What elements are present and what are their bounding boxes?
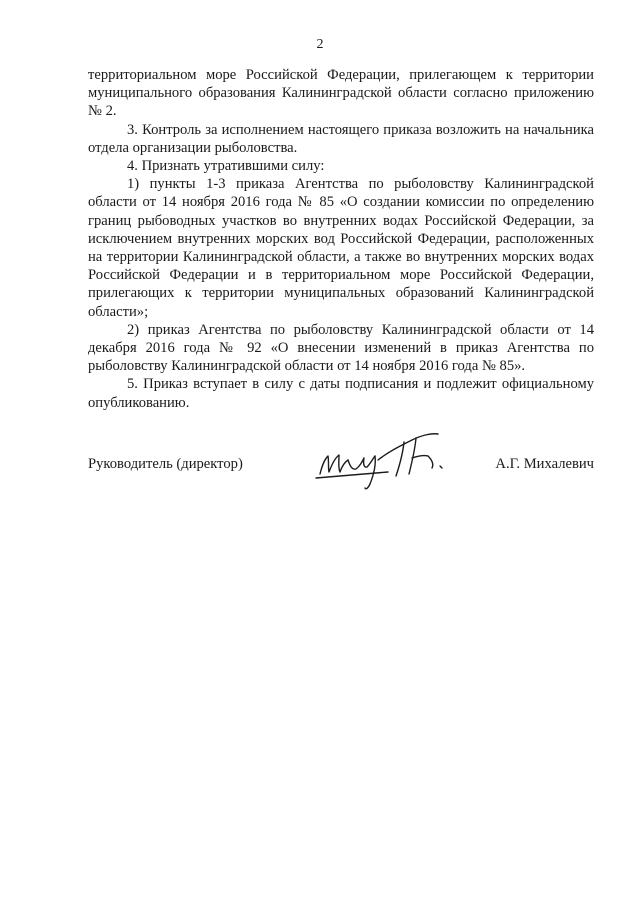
handwritten-signature [308, 422, 478, 494]
signer-name: А.Г. Михалевич [495, 456, 594, 472]
paragraph-3: 3. Контроль за исполнением настоящего приказа возложить на начальника отдела организации рыболовства. [88, 121, 594, 156]
paragraph-continuation: территориальном море Российской Федерации, прилегающем к территории муниципального образования Калининградской области согласно приложению № 2. [88, 67, 594, 120]
paragraph-4-1: 1) пункты 1-3 приказа Агентства по рыболовству Калининградской области от 14 ноября 2016 года № 85 «О создании комиссии по определению границ рыбоводных участков во внутренних водах Российской Федерации, за исключением внутренних морских вод Российской Федерации, расположенных на территории Калининградской области, а также во внутренних морских водах Российской Федерации и в территориальном море Российской Федерации, прилегающих к территории муниципальных образований Калининградской области»; [88, 176, 594, 320]
paragraph-4-2: 2) приказ Агентства по рыболовству Калининградской области от 14 декабря 2016 года № 92 «О внесении изменений в приказ Агентства по рыболовству Калининградской области от 14 ноября 2016 года № 85». [88, 321, 594, 375]
paragraph-4: 4. Признать утратившими силу: [127, 158, 325, 175]
page-number: 2 [316, 37, 324, 52]
paragraph-5: 5. Приказ вступает в силу с даты подписания и подлежит официальному опубликованию. [88, 376, 594, 411]
document-body [88, 66, 594, 412]
signer-position: Руководитель (директор) [88, 456, 243, 472]
